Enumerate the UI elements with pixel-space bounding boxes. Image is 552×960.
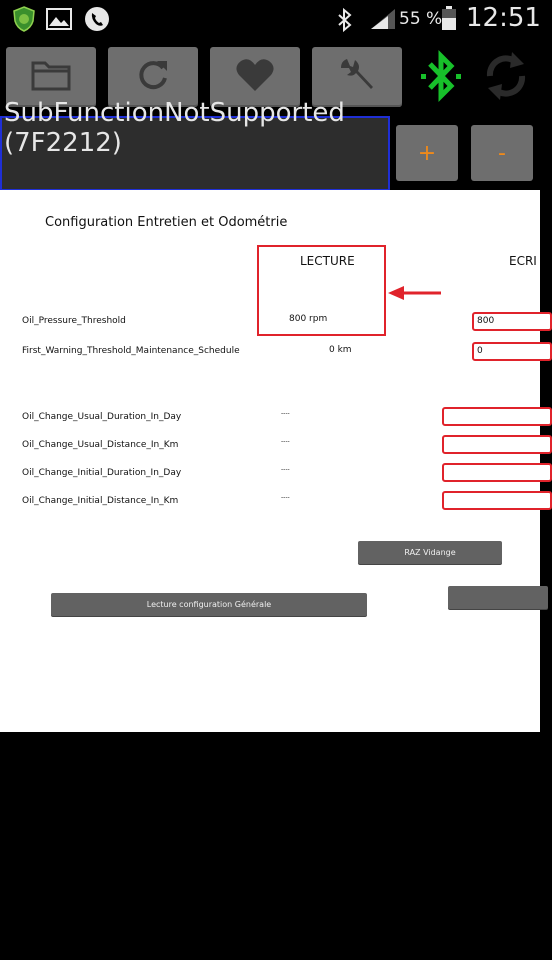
image-icon [46,8,72,34]
row-label-oil-change-usual-distance: Oil_Change_Usual_Distance_In_Km [22,440,179,450]
write-input-oil-change-usual-duration[interactable] [442,407,552,426]
battery-percent: 55 % [399,9,443,29]
row-label-oil-change-usual-duration: Oil_Change_Usual_Duration_In_Day [22,412,182,422]
battery-icon [441,5,457,35]
page-title: Configuration Entretien et Odométrie [45,215,288,230]
write-column-header: ECRI [509,254,537,268]
read-value-first-warning-threshold: 0 km [329,345,352,355]
write-input-oil-change-usual-distance[interactable] [442,435,552,454]
clock: 12:51 [466,3,541,33]
read-value-oil-change-usual-distance: ---- [281,438,290,445]
read-general-config-button[interactable]: Lecture configuration Générale [51,593,367,616]
status-bar [0,0,540,38]
sync-button[interactable] [478,48,534,108]
heart-icon [235,57,275,97]
message-line-2: (7F2212) [4,128,122,158]
refresh-icon [135,57,171,97]
row-label-first-warning-threshold: First_Warning_Threshold_Maintenance_Schedule [22,346,240,356]
bluetooth-icon [416,48,466,108]
row-label-oil-pressure-threshold: Oil_Pressure_Threshold [22,316,126,326]
message-line-1: SubFunctionNotSupported [4,98,345,128]
row-label-oil-change-initial-duration: Oil_Change_Initial_Duration_In_Day [22,468,182,478]
shield-app-icon [12,6,36,36]
plus-button[interactable]: + [396,125,458,181]
maintenance-config-panel [0,190,540,732]
write-general-config-button[interactable] [448,586,548,609]
read-value-oil-change-usual-duration: ---- [281,410,290,417]
bluetooth-icon [337,8,353,36]
write-input-oil-change-initial-duration[interactable] [442,463,552,482]
read-value-oil-change-initial-distance: ---- [281,494,290,501]
signal-icon [370,8,396,34]
wrench-icon [337,55,377,99]
read-value-oil-change-initial-duration: ---- [281,466,290,473]
row-label-oil-change-initial-distance: Oil_Change_Initial_Distance_In_Km [22,496,179,506]
minus-button[interactable]: - [471,125,533,181]
write-input-oil-pressure-threshold[interactable]: 800 [472,312,552,331]
read-column-header: LECTURE [300,254,355,268]
write-input-oil-change-initial-distance[interactable] [442,491,552,510]
bluetooth-connect-button[interactable] [412,48,470,108]
arrow-left-icon [388,284,442,306]
message-display[interactable] [0,98,390,191]
raz-vidange-button[interactable]: RAZ Vidange [358,541,502,564]
sync-icon [482,50,530,106]
write-input-first-warning-threshold[interactable]: 0 [472,342,552,361]
phone-icon [84,6,110,36]
read-value-oil-pressure-threshold: 800 rpm [289,314,328,324]
folder-icon [31,59,71,95]
